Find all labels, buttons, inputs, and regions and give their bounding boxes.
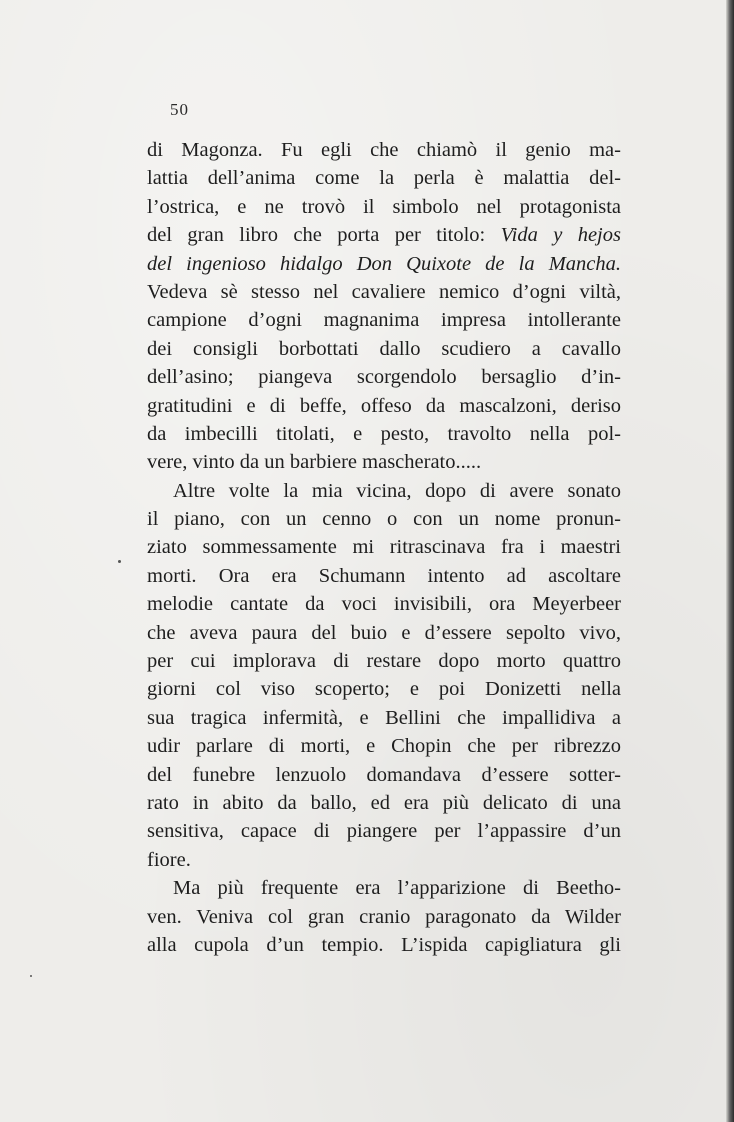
text-run: l’ostrica, e ne trovò il simbolo nel protagonista bbox=[147, 195, 621, 218]
text-line bbox=[147, 363, 621, 391]
text-run: melodie cantate da voci invisibili, ora Meyerbeer bbox=[147, 593, 621, 616]
text-run: Altre volte la mia vicina, dopo di avere sonato bbox=[173, 479, 621, 502]
text-line bbox=[147, 562, 621, 590]
paper-speck bbox=[30, 975, 32, 977]
text-run: Vedeva sè stesso nel cavaliere nemico d’ogni viltà, bbox=[147, 280, 621, 303]
text-run: vere, vinto da un barbiere mascherato..... bbox=[147, 451, 482, 474]
text-run: morti. Ora era Schumann intento ad ascoltare bbox=[147, 564, 621, 587]
text-run: ziato sommessamente mi ritrascinava fra i maestri bbox=[147, 536, 621, 559]
text-line bbox=[147, 761, 621, 789]
text-line bbox=[147, 789, 621, 817]
text-line bbox=[147, 164, 621, 192]
text-run: da imbecilli titolati, e pesto, travolto nella pol- bbox=[147, 422, 621, 445]
text-line bbox=[147, 903, 621, 931]
text-line bbox=[147, 675, 621, 703]
text-line bbox=[147, 477, 621, 505]
text-run: del funebre lenzuolo domandava d’essere sotter- bbox=[147, 763, 621, 786]
text-line bbox=[147, 846, 621, 874]
text-run: il piano, con un cenno o con un nome pronun- bbox=[147, 508, 621, 531]
text-line bbox=[147, 335, 621, 363]
text-line bbox=[147, 306, 621, 334]
text-run: alla cupola d’un tempio. L’ispida capigliatura gli bbox=[147, 933, 621, 956]
text-line bbox=[147, 136, 621, 164]
text-run: che aveva paura del buio e d’essere sepolto vivo, bbox=[147, 621, 621, 644]
text-run: ven. Veniva col gran cranio paragonato da Wilder bbox=[147, 905, 621, 928]
text-line bbox=[147, 874, 621, 902]
text-line bbox=[147, 221, 621, 249]
text-run: fiore. bbox=[147, 848, 191, 871]
text-line bbox=[147, 420, 621, 448]
text-run: sensitiva, capace di piangere per l’appassire d’un bbox=[147, 820, 621, 843]
text-run: dell’asino; piangeva scorgendolo bersaglio d’in- bbox=[147, 366, 621, 389]
text-run: dei consigli borbottati dallo scudiero a cavallo bbox=[147, 337, 621, 360]
text-line bbox=[147, 505, 621, 533]
text-line bbox=[147, 278, 621, 306]
text-run: campione d’ogni magnanima impresa intollerante bbox=[147, 309, 621, 332]
text-line bbox=[147, 392, 621, 420]
text-run: gratitudini e di beffe, offeso da mascalzoni, deriso bbox=[147, 394, 621, 417]
text-line bbox=[147, 817, 621, 845]
text-run: lattia dell’anima come la perla è malattia del- bbox=[147, 167, 621, 190]
text-line bbox=[147, 250, 621, 278]
text-run: udir parlare di morti, e Chopin che per ribrezzo bbox=[147, 735, 621, 758]
text-run: per cui implorava di restare dopo morto quattro bbox=[147, 650, 621, 673]
italic-text: del ingenioso hidalgo Don Quixote de la Mancha. bbox=[147, 252, 621, 275]
text-line bbox=[147, 193, 621, 221]
text-run: di Magonza. Fu egli che chiamò il genio ma- bbox=[147, 139, 621, 161]
text-line bbox=[147, 619, 621, 647]
text-line bbox=[147, 704, 621, 732]
text-line bbox=[147, 533, 621, 561]
text-line bbox=[147, 590, 621, 618]
paper-speck bbox=[118, 560, 121, 563]
text-line bbox=[147, 732, 621, 760]
text-run: sua tragica infermità, e Bellini che impallidiva a bbox=[147, 706, 621, 729]
text-line bbox=[147, 647, 621, 675]
text-line bbox=[147, 931, 621, 959]
text-run: rato in abito da ballo, ed era più delicato di una bbox=[147, 791, 621, 814]
text-run: giorni col viso scoperto; e poi Donizetti nella bbox=[147, 678, 621, 701]
body-text bbox=[147, 136, 621, 959]
text-run: del gran libro che porta per titolo: bbox=[147, 224, 501, 247]
text-run: Ma più frequente era l’apparizione di Beetho- bbox=[173, 877, 621, 900]
italic-text: Vida y hejos bbox=[500, 224, 621, 247]
page-number: 50 bbox=[170, 100, 189, 119]
text-line bbox=[147, 448, 621, 476]
page-edge-shadow bbox=[726, 0, 734, 1122]
